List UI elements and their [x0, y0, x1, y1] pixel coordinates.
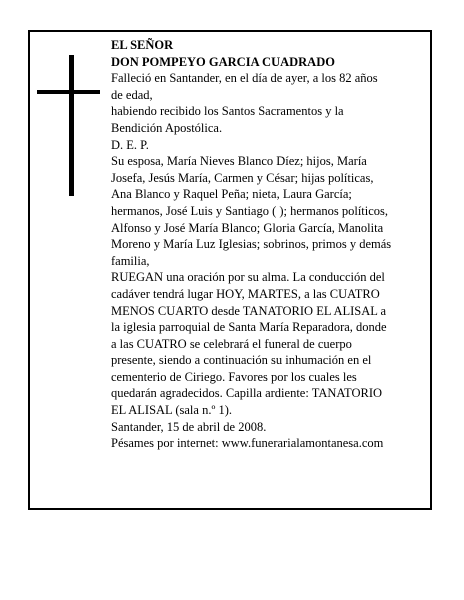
obituary-line: Moreno y María Luz Iglesias; sobrinos, primos y demás — [111, 237, 392, 252]
obituary-text — [111, 37, 431, 452]
obituary-line: Alfonso y José María Blanco; Gloria García, Manolita — [111, 220, 384, 235]
obituary-line-dep: D. E. P. — [111, 137, 149, 152]
deceased-name: DON POMPEYO GARCIA CUADRADO — [111, 54, 335, 69]
obituary-line: Falleció en Santander, en el día de ayer, a los 82 años — [111, 71, 378, 86]
obituary-line: familia, — [111, 253, 150, 268]
cross-vertical-bar — [69, 55, 74, 196]
obituary-header-title: EL SEÑOR — [111, 38, 174, 52]
obituary-line: cementerio de Ciriego. Favores por los cuales les — [111, 369, 357, 384]
obituary-line: Su esposa, María Nieves Blanco Díez; hijos, María — [111, 154, 367, 169]
obituary-line: quedarán agradecidos. Capilla ardiente: TANATORIO — [111, 386, 383, 401]
cross-horizontal-bar — [37, 90, 100, 94]
obituary-line: de edad, — [111, 87, 153, 102]
obituary-line: EL ALISAL (sala n.º 1). — [111, 403, 232, 418]
obituary-line: RUEGAN una oración por su alma. La conducción del — [111, 270, 385, 285]
obituary-line: hermanos, José Luis y Santiago ( ); hermanos políticos, — [111, 203, 389, 218]
obituary-line: MENOS CUARTO desde TANATORIO EL ALISAL a — [111, 303, 387, 318]
obituary-line: Bendición Apostólica. — [111, 120, 223, 135]
obituary-line: a las CUATRO se celebrará el funeral de cuerpo — [111, 336, 352, 351]
obituary-line-date: Santander, 15 de abril de 2008. — [111, 419, 267, 434]
obituary-line: cadáver tendrá lugar HOY, MARTES, a las CUATRO — [111, 286, 380, 301]
obituary-line-website: Pésames por internet: www.funerarialamontanesa.com — [111, 436, 384, 451]
obituary-line: Josefa, Jesús María, Carmen y César; hijas políticas, — [111, 170, 374, 185]
obituary-line: Ana Blanco y Raquel Peña; nieta, Laura García; — [111, 187, 352, 202]
obituary-line: habiendo recibido los Santos Sacramentos y la — [111, 104, 344, 119]
obituary-line: presente, siendo a continuación su inhumación en el — [111, 353, 372, 368]
obituary-line: la iglesia parroquial de Santa María Reparadora, donde — [111, 320, 387, 335]
